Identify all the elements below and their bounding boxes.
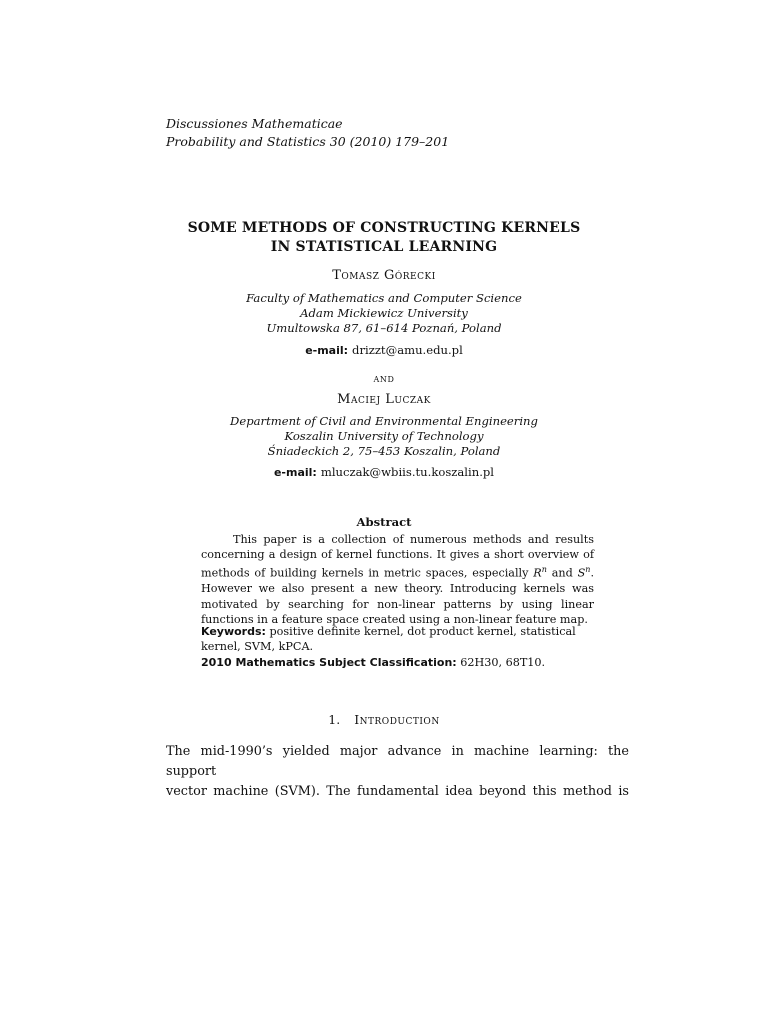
journal-name: Discussiones Mathematicae: [166, 116, 343, 131]
body-paragraph: [166, 742, 629, 802]
abstract-text-2: . However we also present a new theory. Introducing kernels was motivated by searching for non-linear patterns by using linear functions in a feature space created using a non-linear feature map.: [201, 567, 594, 626]
and-separator: and: [373, 371, 395, 385]
author-1-name: Tomasz Górecki: [332, 268, 436, 283]
author-2-affiliation-line-2: Koszalin University of Technology: [284, 429, 484, 443]
author-1-affiliation-line-1: Faculty of Mathematics and Computer Science: [246, 291, 522, 305]
keywords-text: positive definite kernel, dot product kernel, statistical kernel, SVM, kPCA.: [201, 625, 576, 654]
author-2-email-line: [0, 465, 768, 479]
author-1-affiliation: [0, 291, 768, 336]
author-1-email-line: [0, 343, 768, 357]
author-1-affiliation-line-2: Adam Mickiewicz University: [300, 306, 468, 320]
author-2-address: Śniadeckich 2, 75–453 Koszalin, Poland: [267, 444, 501, 458]
author-2-affiliation: [0, 414, 768, 459]
keywords: [201, 624, 594, 654]
msc-classification: [201, 656, 594, 669]
author-2-name: Maciej Luczak: [337, 392, 431, 407]
author-2-email-label: e-mail:: [273, 466, 317, 479]
keywords-label: Keywords:: [201, 625, 266, 638]
msc-text: 62H30, 68T10.: [460, 656, 546, 669]
symbol-s-exponent: n: [585, 565, 591, 575]
author-1-email-label: e-mail:: [305, 344, 349, 357]
abstract-paragraph: [201, 532, 594, 627]
title-line-2: IN STATISTICAL LEARNING: [270, 239, 498, 255]
journal-header: [166, 115, 449, 151]
abstract-text-and: and: [546, 567, 578, 581]
title-line-1: SOME METHODS OF CONSTRUCTING KERNELS: [187, 220, 581, 236]
author-2-email[interactable]: mluczak@wbiis.tu.koszalin.pl: [320, 465, 495, 479]
author-1-email[interactable]: drizzt@amu.edu.pl: [352, 343, 463, 357]
abstract-text-1: This paper is a collection of numerous methods and results concerning a design of kernel functions. It gives a short overview of methods of building kernels in metric spaces, especially: [201, 533, 594, 581]
section-name: Introduction: [354, 712, 440, 727]
body-line-2: vector machine (SVM). The fundamental idea beyond this method is: [166, 784, 629, 799]
symbol-s: S: [577, 567, 586, 581]
symbol-r: R: [533, 567, 542, 581]
author-2-affiliation-line-1: Department of Civil and Environmental Engineering: [230, 414, 538, 428]
abstract-body: [201, 532, 594, 627]
section-number: 1.: [328, 712, 341, 727]
author-1-address: Umultowska 87, 61–614 Poznań, Poland: [266, 321, 502, 335]
symbol-r-exponent: n: [541, 565, 547, 575]
section-heading: [0, 712, 768, 727]
msc-label: 2010 Mathematics Subject Classification:: [201, 656, 457, 669]
body-line-1: The mid-1990’s yielded major advance in machine learning: the support: [166, 744, 629, 779]
abstract-heading: Abstract: [356, 515, 412, 529]
paper-title: [0, 219, 768, 257]
journal-series: Probability and Statistics 30 (2010) 179–201: [166, 134, 450, 149]
